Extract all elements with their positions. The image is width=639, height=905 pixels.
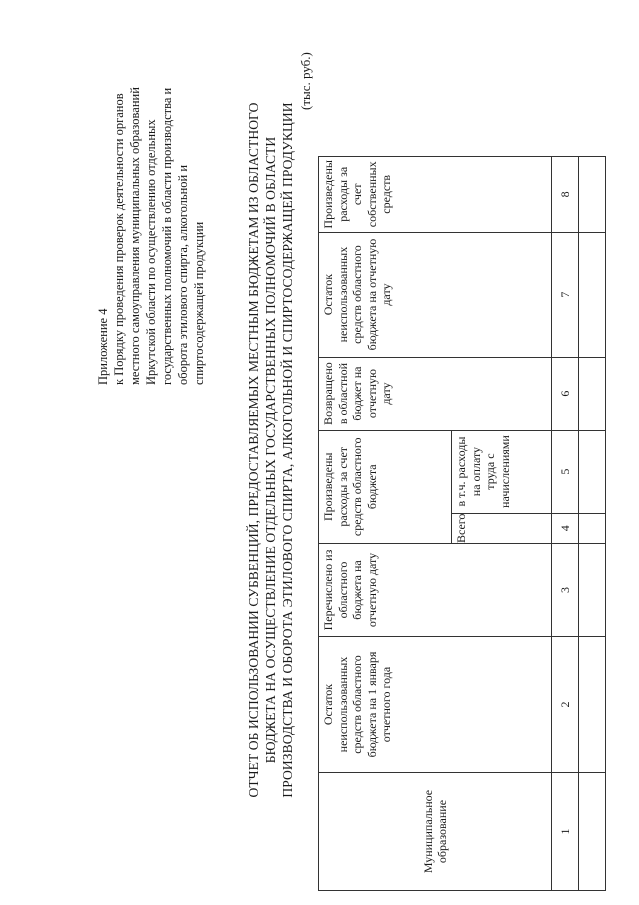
header-balance-date: Остаток неиспользованных средств областного бюджета на отчетную дату [319, 232, 552, 357]
header-returned: Возвращено в областной бюджет на отчетную дату [319, 357, 552, 430]
title-line: ПРОИЗВОДСТВА И ОБОРОТА ЭТИЛОВОГО СПИРТА, АЛКОГОЛЬНОЙ И СПИРТОСОДЕРЖАЩЕЙ ПРОДУКЦИИ [280, 102, 295, 798]
appendix-line: Приложение 4 [96, 308, 110, 385]
column-number: 4 [552, 513, 579, 543]
units-label: (тыс. руб.) [298, 52, 313, 110]
header-transferred: Перечислено из областного бюджета на отчетную дату [319, 544, 552, 637]
column-number: 8 [552, 157, 579, 233]
header-expenses-group: Произведены расходы за счет средств областного бюджета [319, 430, 452, 543]
appendix-line: к Порядку проведения проверок деятельности органов [112, 93, 126, 385]
header-balance-start: Остаток неиспользованных средств областного бюджета на 1 января отчетного года [319, 637, 552, 773]
title-line: ОТЧЕТ ОБ ИСПОЛЬЗОВАНИИ СУБВЕНЦИЙ, ПРЕДОСТАВЛЯЕМЫХ МЕСТНЫМ БЮДЖЕТАМ ИЗ ОБЛАСТНОГО [246, 102, 261, 798]
appendix-line: оборота этилового спирта, алкогольной и [176, 164, 190, 385]
table-cell [579, 157, 606, 233]
header-expenses-total: Всего [452, 513, 552, 543]
table-cell [579, 232, 606, 357]
column-number: 1 [552, 773, 579, 891]
appendix-line: спиртосодержащей продукции [192, 221, 206, 385]
table-cell [579, 357, 606, 430]
header-own-expenses: Произведены расходы за счет собственных средств [319, 157, 552, 233]
report-title [245, 25, 296, 875]
column-number: 7 [552, 232, 579, 357]
table-cell [579, 430, 606, 513]
header-expenses-salary: в т.ч. расходы на оплату труда с начислениями [452, 430, 552, 513]
table-cell [579, 773, 606, 891]
table-cell [579, 513, 606, 543]
column-number: 3 [552, 544, 579, 637]
column-number: 2 [552, 637, 579, 773]
table-cell [579, 637, 606, 773]
table-cell [579, 544, 606, 637]
report-table [318, 156, 606, 891]
appendix-note [95, 25, 207, 385]
header-municipality: Муниципальное образование [319, 773, 552, 891]
appendix-line: Иркутской области по осуществлению отдельных [144, 119, 158, 385]
column-number: 5 [552, 430, 579, 513]
title-line: БЮДЖЕТА НА ОСУЩЕСТВЛЕНИЕ ОТДЕЛЬНЫХ ГОСУДАРСТВЕННЫХ ПОЛНОМОЧИЙ В ОБЛАСТИ [263, 136, 278, 764]
column-number: 6 [552, 357, 579, 430]
appendix-line: местного самоуправления муниципальных образований [128, 87, 142, 385]
appendix-line: государственных полномочий в области производства и [160, 87, 174, 385]
